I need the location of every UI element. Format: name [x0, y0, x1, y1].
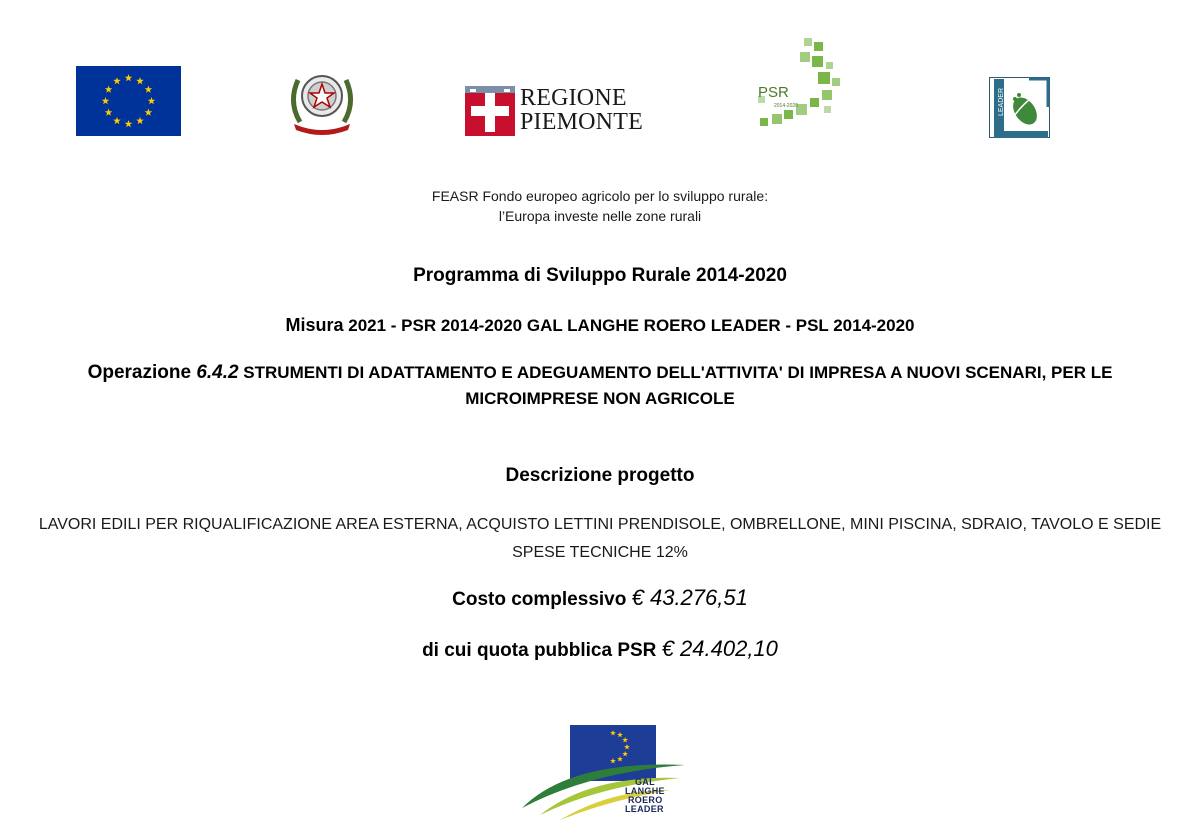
- gal-langhe-roero-logo: [520, 720, 690, 820]
- logo-bar: [0, 0, 1200, 160]
- quota-pubblica: [0, 636, 1200, 662]
- costo-complessivo: [0, 585, 1200, 611]
- gal-line1: GAL: [635, 777, 655, 787]
- repubblica-italiana-emblem: [286, 62, 358, 138]
- misura-text: 2021 - PSR 2014-2020 GAL LANGHE ROERO LEADER - PSL 2014-2020: [343, 316, 915, 335]
- star-icon: [113, 77, 121, 84]
- operazione-code: 6.4.2: [196, 362, 239, 383]
- leader-logo: [989, 77, 1050, 138]
- eu-stars-icon: [76, 66, 181, 136]
- quota-value: € 24.402,10: [661, 636, 778, 661]
- misura-label: Misura: [285, 315, 344, 335]
- gal-text: [625, 778, 665, 814]
- psr-text: PSR: [758, 84, 789, 101]
- operazione-text: STRUMENTI DI ADATTAMENTO E ADEGUAMENTO DELL'ATTIVITA' DI IMPRESA A NUOVI SCENARI, PER LE MICROIMPRESE NON AGRICOLE: [238, 363, 1113, 408]
- regione-piemonte-logo: [465, 85, 643, 136]
- italian-emblem-icon: [286, 62, 358, 138]
- operazione-heading: [0, 360, 1200, 412]
- psr-logo: [754, 36, 842, 132]
- gal-line3: ROERO: [628, 795, 663, 805]
- descrizione-text: LAVORI EDILI PER RIQUALIFICAZIONE AREA ESTERNA, ACQUISTO LETTINI PRENDISOLE, OMBRELLONE, MINI PISCINA, SDRAIO, TAVOLO E SEDIE SPESE TECNICHE 12%: [38, 516, 1162, 561]
- regione-shield-icon: [465, 86, 515, 136]
- operazione-label: Operazione: [87, 362, 197, 383]
- costo-value: € 43.276,51: [631, 585, 748, 610]
- eu-flag-logo: [76, 66, 181, 136]
- costo-label: Costo complessivo: [452, 589, 632, 610]
- star-icon: [105, 109, 113, 116]
- gal-line2: LANGHE: [625, 786, 665, 796]
- programma-title: Programma di Sviluppo Rurale 2014-2020: [413, 265, 787, 286]
- regione-line1: REGIONE: [520, 85, 627, 111]
- star-icon: [145, 109, 153, 116]
- star-icon: [125, 120, 133, 127]
- feasr-line1: FEASR Fondo europeo agricolo per lo sviluppo rurale:: [431, 188, 769, 204]
- descrizione-title: Descrizione progetto: [505, 465, 695, 486]
- regione-name: [520, 86, 643, 134]
- feasr-caption: [0, 186, 1200, 226]
- psr-years: 2014-2020: [774, 103, 798, 109]
- star-icon: [136, 77, 144, 84]
- feasr-line2: l’Europa investe nelle zone rurali: [498, 208, 702, 224]
- leader-text: LEADER: [998, 87, 1005, 116]
- regione-line2: PIEMONTE: [520, 109, 643, 135]
- star-icon: [136, 117, 144, 124]
- leader-emblem-icon: [989, 77, 1050, 138]
- quota-label: di cui quota pubblica PSR: [422, 640, 662, 661]
- misura-heading: [0, 315, 1200, 336]
- star-icon: [145, 86, 153, 93]
- psr-squares-icon: [754, 36, 842, 132]
- star-icon: [113, 117, 121, 124]
- star-icon: [102, 97, 110, 104]
- star-icon: [125, 74, 133, 81]
- star-icon: [105, 86, 113, 93]
- star-icon: [148, 97, 156, 104]
- gal-line4: LEADER: [625, 804, 664, 814]
